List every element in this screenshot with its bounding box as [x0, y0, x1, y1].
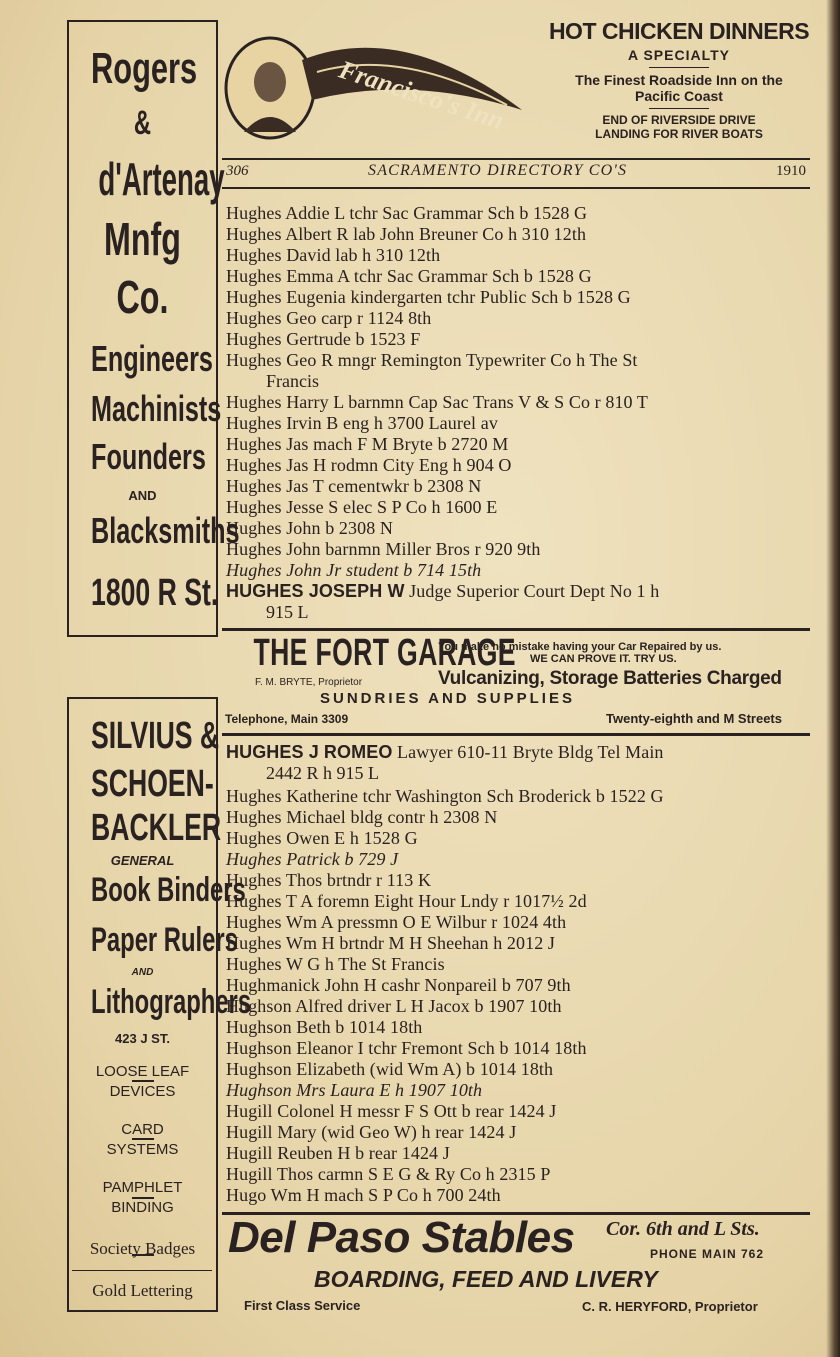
- listing-entry: Hughes Jas H rodmn City Eng h 904 O: [226, 455, 512, 475]
- listing-entry: Hughes T A foremn Eight Hour Lndy r 1017½ 2d: [226, 891, 587, 911]
- running-head-title: SACRAMENTO DIRECTORY CO'S: [368, 162, 628, 179]
- ad-line: 423 J ST.: [115, 1031, 170, 1046]
- listing-entry: Hughson Eleanor I tchr Fremont Sch b 1014 18th: [226, 1038, 587, 1058]
- ad-line: Pacific Coast: [635, 88, 723, 104]
- header-rule-top: [222, 158, 810, 160]
- listing-entry: Hughes Addie L tchr Sac Grammar Sch b 1528 G: [226, 203, 588, 223]
- listing-entry: Hugill Thos carmn S E G & Ry Co h 2315 P: [226, 1164, 551, 1184]
- garage-proprietor: F. M. BRYTE, Proprietor: [255, 677, 363, 688]
- ad-line: Society Badges: [89, 1239, 196, 1258]
- listing-entry: Hughes Katherine tchr Washington Sch Broderick b 1522 G: [226, 786, 664, 806]
- ad-line: SYSTEMS: [106, 1141, 179, 1158]
- ad-specialty: A SPECIALTY: [627, 47, 730, 63]
- ad-line: Engineers: [91, 338, 213, 379]
- stables-name: Del Paso Stables: [228, 1213, 575, 1262]
- ad-line: SCHOEN-: [91, 763, 214, 805]
- ad-line: Paper Rulers: [91, 921, 238, 959]
- ad-line: Mnfg: [104, 213, 181, 265]
- listing-entry: Hughes Michael bldg contr h 2308 N: [226, 807, 498, 827]
- stables-class: First Class Service: [244, 1298, 361, 1313]
- listing-entry: Hughes Albert R lab John Breuner Co h 310 12th: [226, 224, 587, 244]
- ad-line: CARD: [121, 1121, 164, 1138]
- ad-line: SILVIUS &: [91, 715, 220, 757]
- ad-line: Lithographers: [91, 983, 252, 1021]
- listing-entry: Hughes Thos brtndr r 113 K: [226, 870, 432, 890]
- listing-entry: Hughes W G h The St Francis: [226, 954, 445, 974]
- listing-entry: Hughes Patrick b 729 J: [226, 849, 399, 869]
- francisco-inn-logo: [222, 20, 532, 150]
- garage-name: THE FORT GARAGE: [253, 632, 516, 674]
- ad-line: DEVICES: [109, 1083, 176, 1100]
- ad-line: BACKLER: [91, 807, 222, 849]
- stables-services: BOARDING, FEED AND LIVERY: [314, 1266, 658, 1292]
- listing-continuation: Francis: [266, 371, 319, 391]
- ad-line: Co.: [116, 271, 169, 323]
- top-ad-text: [545, 18, 813, 141]
- listing-entry: Hughes Geo R mngr Remington Typewriter Co h The St: [226, 350, 638, 370]
- listing-entry: Hughes Wm H brtndr M H Sheehan h 2012 J: [226, 933, 556, 953]
- ad-line: AND: [128, 488, 157, 503]
- ad-line: Gold Lettering: [92, 1281, 193, 1300]
- ad-rule: [222, 628, 810, 631]
- stables-corner: Cor. 6th and L Sts.: [606, 1218, 760, 1240]
- listing-entry: Hughes Jesse S elec S P Co h 1600 E: [226, 497, 498, 517]
- garage-slogan-1: You make no mistake having your Car Repaired by us.: [438, 641, 722, 653]
- listing-details: Judge Superior Court Dept No 1 h: [409, 581, 660, 601]
- listing-entry: Hughes John b 2308 N: [226, 518, 393, 538]
- listing-details: Lawyer 610-11 Bryte Bldg Tel Main: [397, 742, 664, 762]
- ad-line: d'Artenay: [98, 153, 225, 205]
- listing-entry: Hugill Reuben H b rear 1424 J: [226, 1143, 450, 1163]
- stables-phone: PHONE MAIN 762: [650, 1247, 765, 1261]
- listing-entry: Hughes Eugenia kindergarten tchr Public Sch b 1528 G: [226, 287, 631, 307]
- page-edge-shadow: [826, 0, 840, 1357]
- page-number: 306: [226, 163, 249, 179]
- ad-line: GENERAL: [110, 853, 175, 868]
- garage-sundries: SUNDRIES AND SUPPLIES: [320, 690, 575, 707]
- listing-name: HUGHES JOSEPH W: [226, 581, 405, 601]
- listing-entry: Hugill Colonel H messr F S Ott b rear 1424 J: [226, 1101, 557, 1121]
- ad-line: Rogers: [91, 44, 198, 93]
- listing-entry: Hughes Wm A pressmn O E Wilbur r 1024 4th: [226, 912, 567, 932]
- listing-continuation: 915 L: [266, 602, 309, 622]
- ad-line: The Finest Roadside Inn on the: [575, 72, 783, 88]
- listing-bold: [226, 742, 664, 763]
- listing-entry: Hughes David lab h 310 12th: [226, 245, 441, 265]
- ad-line: PAMPHLET: [102, 1179, 183, 1196]
- logo-text: Francisco's Inn: [335, 54, 508, 136]
- garage-slogan-2: WE CAN PROVE IT. TRY US.: [530, 653, 677, 665]
- garage-address: Twenty-eighth and M Streets: [606, 711, 782, 726]
- running-head-year: 1910: [776, 163, 806, 179]
- header-rule-bottom: [222, 187, 810, 189]
- listing-entry: Hughes Gertrude b 1523 F: [226, 329, 421, 349]
- listing-name: HUGHES J ROMEO: [226, 742, 393, 762]
- listing-entry: Hughson Elizabeth (wid Wm A) b 1014 18th: [226, 1059, 554, 1079]
- stables-proprietor: C. R. HERYFORD, Proprietor: [582, 1299, 758, 1314]
- listing-entry: Hugo Wm H mach S P Co h 700 24th: [226, 1185, 501, 1205]
- listing-entry: Hughes Jas T cementwkr b 2308 N: [226, 476, 482, 496]
- listing-entry: Hughes Geo carp r 1124 8th: [226, 308, 432, 328]
- garage-phone: Telephone, Main 3309: [225, 712, 349, 726]
- garage-services: Vulcanizing, Storage Batteries Charged: [438, 668, 782, 689]
- listing-entry: Hughson Alfred driver L H Jacox b 1907 10th: [226, 996, 562, 1016]
- ad-line: END OF RIVERSIDE DRIVE: [602, 113, 756, 127]
- listing-entry: Hughes John barnmn Miller Bros r 920 9th: [226, 539, 541, 559]
- listing-entry: Hughmanick John H cashr Nonpareil b 707 9th: [226, 975, 571, 995]
- ad-line: Founders: [91, 436, 206, 477]
- ad-line: Machinists: [91, 388, 222, 429]
- listing-entry: Hughes Jas mach F M Bryte b 2720 M: [226, 434, 509, 454]
- ad-line: AND: [131, 967, 154, 978]
- listing-continuation: 2442 R h 915 L: [266, 763, 380, 783]
- ad-rule: [222, 733, 810, 736]
- listing-entry: Hughes Emma A tchr Sac Grammar Sch b 1528 G: [226, 266, 592, 286]
- divider: [72, 1270, 212, 1271]
- listing-bold: [226, 581, 659, 602]
- ad-headline: HOT CHICKEN DINNERS: [548, 18, 810, 44]
- ad-line: Book Binders: [91, 871, 246, 909]
- listing-entry: Hughson Mrs Laura E h 1907 10th: [226, 1080, 483, 1100]
- ad-line: BINDING: [111, 1199, 174, 1216]
- listing-entry: Hughes Owen E h 1528 G: [226, 828, 418, 848]
- listing-entry: Hugill Mary (wid Geo W) h rear 1424 J: [226, 1122, 517, 1142]
- listing-entry: Hughson Beth b 1014 18th: [226, 1017, 423, 1037]
- ad-line: &: [133, 104, 152, 142]
- listing-entry: Hughes John Jr student b 714 15th: [226, 560, 482, 580]
- ad-line: Blacksmiths: [91, 510, 240, 551]
- listing-entry: Hughes Irvin B eng h 3700 Laurel av: [226, 413, 498, 433]
- ad-line: LANDING FOR RIVER BOATS: [595, 127, 763, 141]
- listing-entry: Hughes Harry L barnmn Cap Sac Trans V & S Co r 810 T: [226, 392, 649, 412]
- ad-line: LOOSE LEAF: [95, 1063, 190, 1080]
- ad-line: 1800 R St.: [91, 572, 219, 614]
